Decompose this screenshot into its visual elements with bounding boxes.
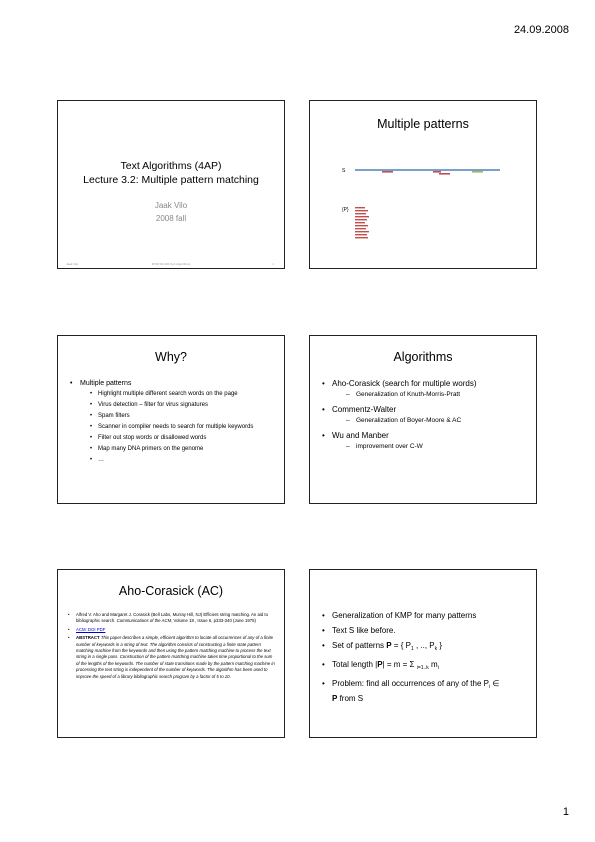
slide-heading: Why?: [155, 350, 187, 364]
bullet-list: [320, 378, 477, 456]
pattern-set-label: {P}: [342, 207, 349, 213]
header-date: 24.09.2008: [513, 24, 569, 36]
slide-heading: Algorithms: [393, 350, 453, 364]
author-block: [58, 199, 284, 225]
list-item: • Filter out stop words or disallowed words: [88, 433, 253, 444]
acm-doi-pdf-link[interactable]: ACM: DOI PDF: [76, 626, 106, 632]
pattern-diagram: [310, 101, 537, 269]
slide-heading: Multiple patterns: [377, 117, 469, 131]
list-item-label: Commentz-Walter: [332, 405, 397, 414]
author-name: Jaak Vilo: [154, 201, 188, 210]
slide-problem-definition: [309, 569, 537, 738]
citation-authors: Alfred V. Aho and Margaret J. Corasick (Bell Labs, Murray Hill, NJ) Efficient string matching. An aid to bibliographic search.: [76, 612, 269, 624]
slide-footer-left: Jaak Vilo: [66, 262, 79, 266]
slide-heading: Aho-Corasick (AC): [118, 584, 224, 598]
list-item: • Highlight multiple different search words on the page: [88, 389, 253, 400]
list-item: • Problem: find all occurrences of any of the $P_i$ ∈ P from S: [320, 678, 530, 704]
list-item: • Scanner in compiler needs to search for multiple keywords: [88, 422, 253, 433]
reference-citation: [66, 612, 276, 625]
list-item: • …: [88, 455, 253, 466]
page-number: 1: [562, 806, 569, 818]
slide-footer-center: MTAT.03.190 Text Algorithms: [151, 262, 191, 266]
list-item: • Text S like before.: [320, 625, 530, 636]
citation-details: , Volume 18 , Issue 6, p333-340 (June 1975): [171, 618, 256, 624]
slide-why: [57, 335, 285, 504]
slide-multiple-patterns: [309, 100, 537, 269]
list-subitem: – improvement over C-W: [346, 441, 477, 452]
slide-title: [57, 100, 285, 269]
bullet-list: [320, 610, 530, 708]
slide-algorithms: [309, 335, 537, 504]
abstract-text: This paper describes a simple, efficient algorithm to locate all occurrences of any of a finite number of keywords in a string of text. The algorithm consists of constructing a finite state pattern matching machine from the keywords and then using the pattern matching machine to process the text string in a single pass. Construction of the pattern matching machine takes time proportional to the sum of the lengths of the keywords. The number of state transitions made by the pattern matching machine in processing the text string is independent of the number of keywords. The algorithm has been used to improve the speed of a library bibliographic search program by a factor of 5 to 10.: [76, 635, 275, 679]
list-subitem: – Generalization of Knuth-Morris-Pratt: [346, 389, 477, 400]
match-mark: [472, 171, 483, 173]
match-mark: [433, 171, 441, 173]
list-item: • Map many DNA primers on the genome: [88, 444, 253, 455]
abstract: [66, 635, 276, 680]
pattern-list: [355, 207, 369, 238]
reference-links: [66, 627, 276, 633]
list-item: [68, 378, 253, 466]
list-item-label: Aho-Corasick (search for multiple words): [332, 379, 477, 388]
abstract-label: ABSTRACT: [76, 635, 100, 641]
course-term: 2008 fall: [155, 214, 187, 223]
list-item: • Generalization of KMP for many patterns: [320, 610, 530, 621]
list-item: [320, 404, 477, 426]
slide-aho-corasick: [57, 569, 285, 738]
list-item-label: Wu and Manber: [332, 431, 389, 440]
text-s-label: S: [342, 168, 346, 174]
list-subitem: – Generalization of Boyer-Moore & AC: [346, 415, 477, 426]
list-item: [320, 430, 477, 452]
match-mark: [439, 173, 450, 175]
slide-footer-right: 1: [272, 262, 274, 266]
bullet-list: [68, 378, 253, 466]
match-mark: [382, 171, 393, 173]
list-item: • Spam filters: [88, 411, 253, 422]
list-item: • Total length |P| = m = Σ $_{i=1..k}$ $m_i$: [320, 659, 530, 674]
reference-list: [66, 612, 276, 682]
citation-journal: Communications of the ACM: [116, 618, 172, 624]
list-item: [320, 378, 477, 400]
slide-title-heading: [58, 159, 284, 187]
list-item-label: Multiple patterns: [80, 380, 132, 387]
lecture-title-line2: Lecture 3.2: Multiple pattern matching: [83, 174, 259, 186]
list-item: • Virus detection – filter for virus signatures: [88, 400, 253, 411]
lecture-title-line1: Text Algorithms (4AP): [120, 160, 222, 172]
list-item: • Set of patterns P = { $P_1$ , .., $P_k$ }: [320, 640, 530, 655]
